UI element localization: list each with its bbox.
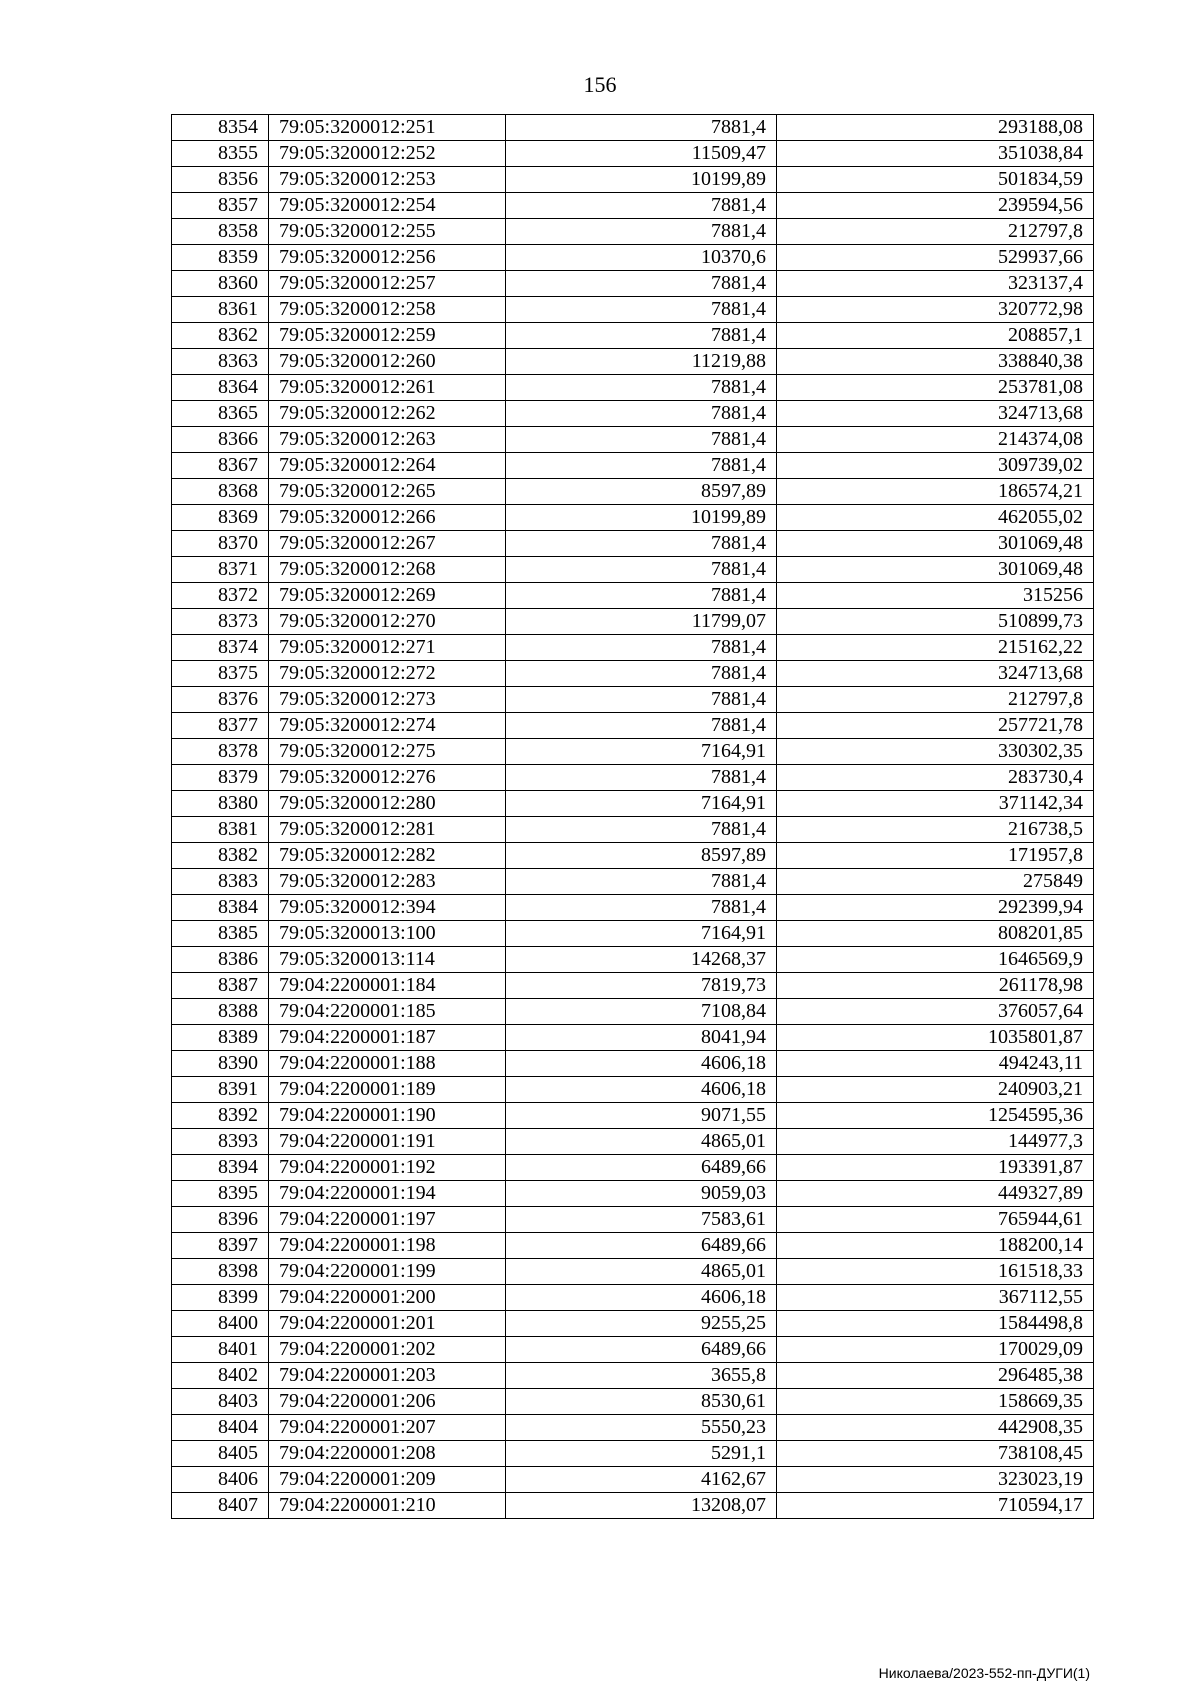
row-number: 8372 [172,583,269,609]
cost-value: 449327,89 [777,1181,1094,1207]
cadastral-number: 79:04:2200001:206 [269,1389,506,1415]
table-row [172,453,1094,479]
cost-value: 215162,22 [777,635,1094,661]
cadastral-number: 79:05:3200013:100 [269,921,506,947]
row-number: 8377 [172,713,269,739]
table-row [172,1493,1094,1519]
table-row [172,1285,1094,1311]
cost-value: 186574,21 [777,479,1094,505]
row-number: 8383 [172,869,269,895]
table-row [172,687,1094,713]
area-value: 7881,4 [506,271,777,297]
cadastral-number: 79:04:2200001:192 [269,1155,506,1181]
cadastral-number: 79:04:2200001:209 [269,1467,506,1493]
area-value: 7881,4 [506,687,777,713]
area-value: 4606,18 [506,1077,777,1103]
cost-value: 212797,8 [777,219,1094,245]
table-row [172,167,1094,193]
row-number: 8393 [172,1129,269,1155]
cost-value: 239594,56 [777,193,1094,219]
cost-value: 158669,35 [777,1389,1094,1415]
row-number: 8362 [172,323,269,349]
cost-value: 376057,64 [777,999,1094,1025]
cadastral-number: 79:04:2200001:201 [269,1311,506,1337]
cadastral-number: 79:04:2200001:188 [269,1051,506,1077]
table-row [172,1077,1094,1103]
area-value: 7583,61 [506,1207,777,1233]
area-value: 11219,88 [506,349,777,375]
table-row [172,1155,1094,1181]
area-value: 7881,4 [506,427,777,453]
cadastral-number: 79:04:2200001:184 [269,973,506,999]
row-number: 8376 [172,687,269,713]
area-value: 7881,4 [506,817,777,843]
cost-value: 324713,68 [777,661,1094,687]
area-value: 7881,4 [506,765,777,791]
area-value: 7881,4 [506,557,777,583]
cost-value: 261178,98 [777,973,1094,999]
cost-value: 275849 [777,869,1094,895]
cost-value: 510899,73 [777,609,1094,635]
table-row [172,1129,1094,1155]
cost-value: 330302,35 [777,739,1094,765]
table-row [172,765,1094,791]
area-value: 11509,47 [506,141,777,167]
table-row [172,999,1094,1025]
cadastral-number: 79:05:3200012:259 [269,323,506,349]
cost-value: 1584498,8 [777,1311,1094,1337]
table-row [172,245,1094,271]
cadastral-number: 79:04:2200001:197 [269,1207,506,1233]
row-number: 8398 [172,1259,269,1285]
row-number: 8369 [172,505,269,531]
row-number: 8405 [172,1441,269,1467]
row-number: 8359 [172,245,269,271]
cadastral-number: 79:05:3200013:114 [269,947,506,973]
row-number: 8361 [172,297,269,323]
area-value: 6489,66 [506,1233,777,1259]
area-value: 9071,55 [506,1103,777,1129]
cadastral-number: 79:05:3200012:271 [269,635,506,661]
area-value: 13208,07 [506,1493,777,1519]
area-value: 3655,8 [506,1363,777,1389]
row-number: 8367 [172,453,269,479]
table-row [172,193,1094,219]
row-number: 8371 [172,557,269,583]
table-row [172,323,1094,349]
area-value: 9059,03 [506,1181,777,1207]
cost-value: 808201,85 [777,921,1094,947]
cadastral-number: 79:05:3200012:270 [269,609,506,635]
row-number: 8358 [172,219,269,245]
cadastral-number: 79:04:2200001:185 [269,999,506,1025]
table-row [172,1363,1094,1389]
row-number: 8388 [172,999,269,1025]
cost-value: 193391,87 [777,1155,1094,1181]
cost-value: 188200,14 [777,1233,1094,1259]
area-value: 8597,89 [506,843,777,869]
row-number: 8381 [172,817,269,843]
cost-value: 283730,4 [777,765,1094,791]
cost-value: 214374,08 [777,427,1094,453]
cadastral-number: 79:05:3200012:269 [269,583,506,609]
cadastral-number: 79:05:3200012:251 [269,115,506,141]
cost-value: 171957,8 [777,843,1094,869]
row-number: 8380 [172,791,269,817]
cost-value: 309739,02 [777,453,1094,479]
table-row [172,1103,1094,1129]
cadastral-number: 79:05:3200012:267 [269,531,506,557]
cadastral-number: 79:05:3200012:272 [269,661,506,687]
row-number: 8399 [172,1285,269,1311]
table-body [172,115,1094,1519]
row-number: 8404 [172,1415,269,1441]
cadastral-number: 79:05:3200012:283 [269,869,506,895]
table-row [172,479,1094,505]
area-value: 7881,4 [506,115,777,141]
area-value: 7819,73 [506,973,777,999]
cost-value: 212797,8 [777,687,1094,713]
area-value: 10370,6 [506,245,777,271]
document-reference: Николаева/2023-552-пп-ДУГИ(1) [878,1665,1090,1681]
row-number: 8397 [172,1233,269,1259]
area-value: 4865,01 [506,1259,777,1285]
table-row [172,1467,1094,1493]
cost-value: 351038,84 [777,141,1094,167]
table-row [172,583,1094,609]
cost-value: 240903,21 [777,1077,1094,1103]
cost-value: 501834,59 [777,167,1094,193]
row-number: 8356 [172,167,269,193]
page-number: 156 [583,72,617,97]
table-row [172,297,1094,323]
cost-value: 338840,38 [777,349,1094,375]
cost-value: 301069,48 [777,557,1094,583]
cost-value: 1254595,36 [777,1103,1094,1129]
table-row [172,1311,1094,1337]
area-value: 7881,4 [506,323,777,349]
area-value: 8597,89 [506,479,777,505]
cost-value: 315256 [777,583,1094,609]
area-value: 6489,66 [506,1155,777,1181]
row-number: 8382 [172,843,269,869]
table-row [172,505,1094,531]
row-number: 8360 [172,271,269,297]
cadastral-number: 79:04:2200001:207 [269,1415,506,1441]
cost-value: 161518,33 [777,1259,1094,1285]
cadastral-number: 79:04:2200001:208 [269,1441,506,1467]
row-number: 8396 [172,1207,269,1233]
table-row [172,349,1094,375]
table-row [172,895,1094,921]
row-number: 8387 [172,973,269,999]
cost-value: 301069,48 [777,531,1094,557]
row-number: 8379 [172,765,269,791]
table-row [172,713,1094,739]
cadastral-number: 79:04:2200001:191 [269,1129,506,1155]
cost-value: 371142,34 [777,791,1094,817]
row-number: 8373 [172,609,269,635]
cadastral-number: 79:05:3200012:252 [269,141,506,167]
area-value: 6489,66 [506,1337,777,1363]
area-value: 7881,4 [506,193,777,219]
area-value: 7881,4 [506,869,777,895]
cadastral-number: 79:05:3200012:282 [269,843,506,869]
cost-value: 208857,1 [777,323,1094,349]
table-row [172,219,1094,245]
cadastral-number: 79:05:3200012:394 [269,895,506,921]
row-number: 8391 [172,1077,269,1103]
cadastral-number: 79:04:2200001:194 [269,1181,506,1207]
area-value: 7881,4 [506,895,777,921]
row-number: 8402 [172,1363,269,1389]
row-number: 8364 [172,375,269,401]
cost-value: 253781,08 [777,375,1094,401]
cost-value: 293188,08 [777,115,1094,141]
cadastral-number: 79:05:3200012:258 [269,297,506,323]
table-row [172,1441,1094,1467]
cost-value: 323137,4 [777,271,1094,297]
row-number: 8374 [172,635,269,661]
area-value: 10199,89 [506,505,777,531]
row-number: 8400 [172,1311,269,1337]
row-number: 8370 [172,531,269,557]
cadastral-number: 79:05:3200012:276 [269,765,506,791]
row-number: 8363 [172,349,269,375]
cadastral-number: 79:05:3200012:260 [269,349,506,375]
cadastral-number: 79:05:3200012:256 [269,245,506,271]
cadastral-number: 79:05:3200012:255 [269,219,506,245]
area-value: 5291,1 [506,1441,777,1467]
cost-value: 170029,09 [777,1337,1094,1363]
row-number: 8357 [172,193,269,219]
area-value: 5550,23 [506,1415,777,1441]
table-row [172,843,1094,869]
area-value: 4865,01 [506,1129,777,1155]
area-value: 9255,25 [506,1311,777,1337]
table-row [172,947,1094,973]
table-row [172,817,1094,843]
table-row [172,1389,1094,1415]
table-row [172,1259,1094,1285]
cost-value: 292399,94 [777,895,1094,921]
table-row [172,141,1094,167]
cost-value: 323023,19 [777,1467,1094,1493]
cadastral-number: 79:05:3200012:261 [269,375,506,401]
cadastral-number: 79:05:3200012:273 [269,687,506,713]
area-value: 7881,4 [506,635,777,661]
area-value: 7881,4 [506,453,777,479]
cadastral-number: 79:05:3200012:262 [269,401,506,427]
row-number: 8378 [172,739,269,765]
cost-value: 257721,78 [777,713,1094,739]
cadastral-number: 79:05:3200012:280 [269,791,506,817]
area-value: 4606,18 [506,1285,777,1311]
table-row [172,375,1094,401]
area-value: 7164,91 [506,791,777,817]
table-row [172,973,1094,999]
area-value: 4606,18 [506,1051,777,1077]
row-number: 8389 [172,1025,269,1051]
cost-value: 1646569,9 [777,947,1094,973]
row-number: 8354 [172,115,269,141]
cost-value: 324713,68 [777,401,1094,427]
cadastral-number: 79:05:3200012:254 [269,193,506,219]
cost-value: 320772,98 [777,297,1094,323]
table-row [172,271,1094,297]
cadastral-number: 79:05:3200012:268 [269,557,506,583]
table-row [172,1181,1094,1207]
cost-value: 216738,5 [777,817,1094,843]
cadastral-number: 79:04:2200001:200 [269,1285,506,1311]
cadastral-number: 79:05:3200012:257 [269,271,506,297]
cadastral-number: 79:05:3200012:275 [269,739,506,765]
row-number: 8407 [172,1493,269,1519]
row-number: 8406 [172,1467,269,1493]
area-value: 7164,91 [506,921,777,947]
row-number: 8375 [172,661,269,687]
cadastral-table [171,114,1094,1519]
row-number: 8365 [172,401,269,427]
area-value: 7881,4 [506,401,777,427]
area-value: 8530,61 [506,1389,777,1415]
cost-value: 462055,02 [777,505,1094,531]
cost-value: 367112,55 [777,1285,1094,1311]
table-row [172,427,1094,453]
table-row [172,1051,1094,1077]
area-value: 11799,07 [506,609,777,635]
cadastral-number: 79:05:3200012:265 [269,479,506,505]
table-row [172,1025,1094,1051]
table-row [172,1207,1094,1233]
area-value: 14268,37 [506,947,777,973]
area-value: 7881,4 [506,713,777,739]
row-number: 8385 [172,921,269,947]
row-number: 8394 [172,1155,269,1181]
cadastral-number: 79:04:2200001:202 [269,1337,506,1363]
row-number: 8401 [172,1337,269,1363]
cost-value: 710594,17 [777,1493,1094,1519]
area-value: 10199,89 [506,167,777,193]
row-number: 8395 [172,1181,269,1207]
row-number: 8366 [172,427,269,453]
row-number: 8403 [172,1389,269,1415]
cadastral-number: 79:05:3200012:264 [269,453,506,479]
cost-value: 738108,45 [777,1441,1094,1467]
table-row [172,531,1094,557]
cadastral-number: 79:05:3200012:281 [269,817,506,843]
cost-value: 144977,3 [777,1129,1094,1155]
cadastral-number: 79:04:2200001:187 [269,1025,506,1051]
row-number: 8390 [172,1051,269,1077]
cost-value: 494243,11 [777,1051,1094,1077]
cost-value: 442908,35 [777,1415,1094,1441]
area-value: 7881,4 [506,583,777,609]
table-row [172,635,1094,661]
row-number: 8384 [172,895,269,921]
cadastral-number: 79:04:2200001:203 [269,1363,506,1389]
area-value: 7881,4 [506,297,777,323]
row-number: 8392 [172,1103,269,1129]
area-value: 7881,4 [506,661,777,687]
area-value: 7881,4 [506,219,777,245]
table-row [172,1233,1094,1259]
area-value: 7881,4 [506,375,777,401]
cadastral-number: 79:05:3200012:253 [269,167,506,193]
row-number: 8386 [172,947,269,973]
table-row [172,609,1094,635]
cost-value: 529937,66 [777,245,1094,271]
table-row [172,661,1094,687]
cost-value: 1035801,87 [777,1025,1094,1051]
cadastral-number: 79:04:2200001:210 [269,1493,506,1519]
cadastral-number: 79:05:3200012:274 [269,713,506,739]
table-row [172,115,1094,141]
cadastral-number: 79:04:2200001:198 [269,1233,506,1259]
area-value: 7164,91 [506,739,777,765]
table-row [172,1415,1094,1441]
row-number: 8355 [172,141,269,167]
area-value: 4162,67 [506,1467,777,1493]
cadastral-number: 79:04:2200001:190 [269,1103,506,1129]
area-value: 7881,4 [506,531,777,557]
row-number: 8368 [172,479,269,505]
table-row [172,1337,1094,1363]
area-value: 8041,94 [506,1025,777,1051]
table-row [172,557,1094,583]
cost-value: 765944,61 [777,1207,1094,1233]
cadastral-number: 79:04:2200001:199 [269,1259,506,1285]
table-row [172,921,1094,947]
cost-value: 296485,38 [777,1363,1094,1389]
cadastral-number: 79:04:2200001:189 [269,1077,506,1103]
table-row [172,869,1094,895]
table-row [172,739,1094,765]
cadastral-number: 79:05:3200012:266 [269,505,506,531]
table-row [172,401,1094,427]
table-row [172,791,1094,817]
cadastral-number: 79:05:3200012:263 [269,427,506,453]
area-value: 7108,84 [506,999,777,1025]
